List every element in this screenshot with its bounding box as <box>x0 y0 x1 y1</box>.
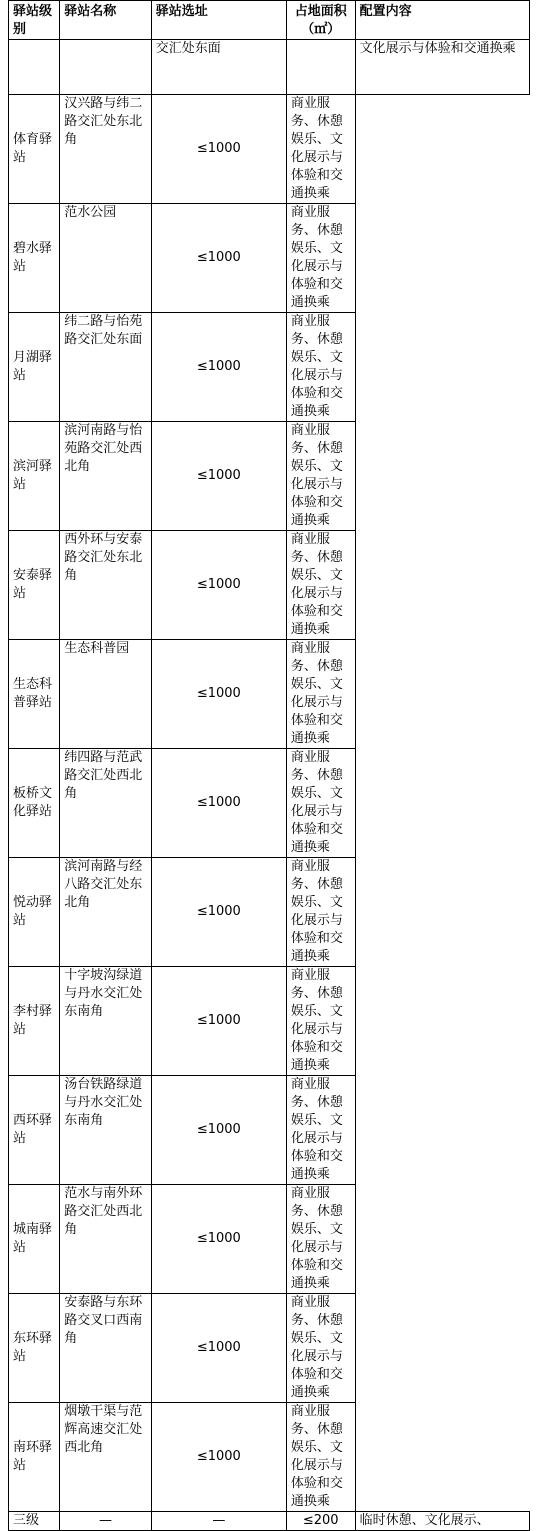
station-table <box>8 0 530 1531</box>
config-cell: 商业服务、休憩娱乐、文化展示与体验和交通换乘 <box>286 313 355 422</box>
name-cell: 板桥文化驿站 <box>9 749 60 858</box>
name-cell: 碧水驿站 <box>9 204 60 313</box>
area-cell: ≤1000 <box>151 422 286 531</box>
area-cell: ≤1000 <box>151 95 286 204</box>
table-row <box>9 531 530 640</box>
name-cell: 月湖驿站 <box>9 313 60 422</box>
site-cell: 安泰路与东环路交叉口西南角 <box>60 1294 152 1403</box>
config-cell: 商业服务、休憩娱乐、文化展示与体验和交通换乘 <box>286 967 355 1076</box>
site-cell: 生态科普园 <box>60 640 152 749</box>
header-area: 占地面积（㎡） <box>286 1 355 40</box>
area-cell: ≤1000 <box>151 1403 286 1512</box>
config-cell: 商业服务、休憩娱乐、文化展示与体验和交通换乘 <box>286 95 355 204</box>
area-cell: ≤1000 <box>151 531 286 640</box>
name-cell: — <box>60 1512 152 1531</box>
site-cell: 交汇处东面 <box>151 40 286 95</box>
table-row <box>9 1185 530 1294</box>
header-config: 配置内容 <box>355 1 529 40</box>
area-cell: ≤1000 <box>151 1076 286 1185</box>
site-cell: 烟墩干渠与范辉高速交汇处西北角 <box>60 1403 152 1512</box>
site-cell: 滨河南路与经八路交汇处东北角 <box>60 858 152 967</box>
table-row <box>9 1294 530 1403</box>
area-cell: ≤1000 <box>151 204 286 313</box>
area-cell: ≤1000 <box>151 1185 286 1294</box>
table-row <box>9 40 530 95</box>
site-cell: 纬二路与怡苑路交汇处东面 <box>60 313 152 422</box>
header-name: 驿站名称 <box>60 1 152 40</box>
header-level: 驿站级别 <box>9 1 60 40</box>
config-cell: 商业服务、休憩娱乐、文化展示与体验和交通换乘 <box>286 640 355 749</box>
table-row <box>9 95 530 204</box>
level-cell-second <box>9 40 60 95</box>
site-cell: 范水与南外环路交汇处西北角 <box>60 1185 152 1294</box>
table-row <box>9 422 530 531</box>
config-cell: 商业服务、休憩娱乐、文化展示与体验和交通换乘 <box>286 1403 355 1512</box>
area-cell: ≤1000 <box>151 749 286 858</box>
name-cell: 体育驿站 <box>9 95 60 204</box>
site-cell: 范水公园 <box>60 204 152 313</box>
header-site: 驿站选址 <box>151 1 286 40</box>
table-row <box>9 1403 530 1512</box>
name-cell <box>60 40 152 95</box>
config-cell: 文化展示与体验和交通换乘 <box>355 40 529 95</box>
site-cell: — <box>151 1512 286 1531</box>
table-row-third-level <box>9 1512 530 1531</box>
name-cell: 滨河驿站 <box>9 422 60 531</box>
table-row <box>9 640 530 749</box>
config-cell: 商业服务、休憩娱乐、文化展示与体验和交通换乘 <box>286 204 355 313</box>
config-cell: 商业服务、休憩娱乐、文化展示与体验和交通换乘 <box>286 531 355 640</box>
level-cell-third: 三级 <box>9 1512 60 1531</box>
site-cell: 西外环与安泰路交汇处东北角 <box>60 531 152 640</box>
config-cell: 临时休憩、文化展示、 <box>355 1512 529 1531</box>
name-cell: 悦动驿站 <box>9 858 60 967</box>
config-cell: 商业服务、休憩娱乐、文化展示与体验和交通换乘 <box>286 749 355 858</box>
name-cell: 安泰驿站 <box>9 531 60 640</box>
area-cell: ≤1000 <box>151 1294 286 1403</box>
table-row <box>9 749 530 858</box>
name-cell: 城南驿站 <box>9 1185 60 1294</box>
name-cell: 东环驿站 <box>9 1294 60 1403</box>
name-cell: 生态科普驿站 <box>9 640 60 749</box>
site-cell: 十字坡沟绿道与丹水交汇处东南角 <box>60 967 152 1076</box>
config-cell: 商业服务、休憩娱乐、文化展示与体验和交通换乘 <box>286 422 355 531</box>
name-cell: 李村驿站 <box>9 967 60 1076</box>
area-cell: ≤1000 <box>151 967 286 1076</box>
site-cell: 滨河南路与怡苑路交汇处西北角 <box>60 422 152 531</box>
area-cell <box>286 40 355 95</box>
config-cell: 商业服务、休憩娱乐、文化展示与体验和交通换乘 <box>286 1185 355 1294</box>
config-cell: 商业服务、休憩娱乐、文化展示与体验和交通换乘 <box>286 1076 355 1185</box>
area-cell: ≤200 <box>286 1512 355 1531</box>
area-cell: ≤1000 <box>151 640 286 749</box>
table-row <box>9 967 530 1076</box>
table-row <box>9 313 530 422</box>
area-cell: ≤1000 <box>151 313 286 422</box>
site-cell: 汉兴路与纬二路交汇处东北角 <box>60 95 152 204</box>
config-cell: 商业服务、休憩娱乐、文化展示与体验和交通换乘 <box>286 858 355 967</box>
area-cell: ≤1000 <box>151 858 286 967</box>
header-row <box>9 1 530 40</box>
site-cell: 纬四路与范武路交汇处西北角 <box>60 749 152 858</box>
table-row <box>9 204 530 313</box>
site-cell: 汤台铁路绿道与丹水交汇处东南角 <box>60 1076 152 1185</box>
table-row <box>9 1076 530 1185</box>
name-cell: 南环驿站 <box>9 1403 60 1512</box>
table-row <box>9 858 530 967</box>
name-cell: 西环驿站 <box>9 1076 60 1185</box>
config-cell: 商业服务、休憩娱乐、文化展示与体验和交通换乘 <box>286 1294 355 1403</box>
